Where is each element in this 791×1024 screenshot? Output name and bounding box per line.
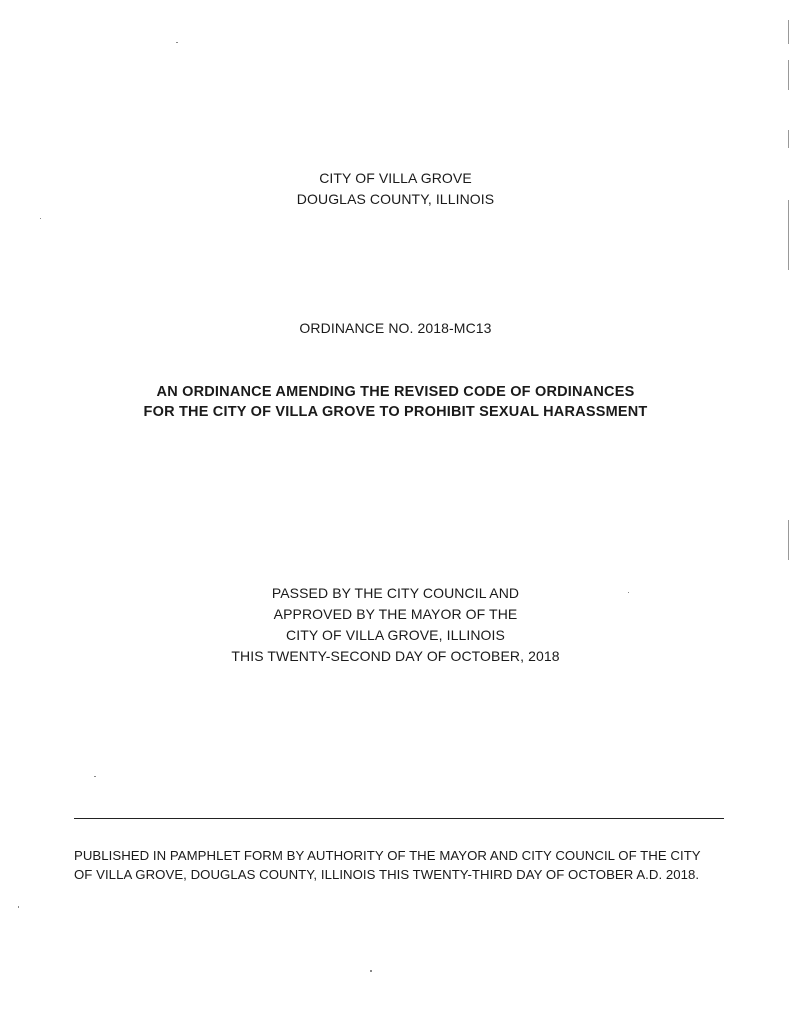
scan-edge-mark: [788, 130, 789, 148]
city-name: CITY OF VILLA GROVE: [319, 170, 472, 186]
scan-edge-mark: [788, 60, 789, 90]
publication-line-2: OF VILLA GROVE, DOUGLAS COUNTY, ILLINOIS THIS TWENTY-THIRD DAY OF OCTOBER A.D. 2018.: [74, 867, 700, 882]
passage-line-4: THIS TWENTY-SECOND DAY OF OCTOBER, 2018: [231, 648, 560, 664]
scan-speck: [94, 776, 96, 777]
scan-speck: [18, 906, 19, 908]
passage-line-3: CITY OF VILLA GROVE, ILLINOIS: [286, 627, 505, 643]
scan-speck: [370, 970, 372, 972]
scan-speck: [176, 42, 178, 43]
publication-line-1: PUBLISHED IN PAMPHLET FORM BY AUTHORITY OF THE MAYOR AND CITY COUNCIL OF THE CITY: [74, 848, 701, 863]
passage-line-1: PASSED BY THE CITY COUNCIL AND: [271, 585, 520, 601]
horizontal-divider: [74, 818, 724, 819]
scan-edge-mark: [788, 520, 789, 560]
scan-speck: [628, 592, 629, 593]
scan-edge-mark: [788, 20, 789, 44]
ordinance-title-line-2: FOR THE CITY OF VILLA GROVE TO PROHIBIT SEXUAL HARASSMENT: [143, 404, 648, 420]
scan-speck: [40, 218, 41, 219]
ordinance-title-line-1: AN ORDINANCE AMENDING THE REVISED CODE OF ORDINANCES: [156, 384, 635, 400]
passage-line-2: APPROVED BY THE MAYOR OF THE: [273, 606, 518, 622]
ordinance-number: ORDINANCE NO. 2018-MC13: [299, 320, 492, 336]
scan-edge-mark: [788, 200, 789, 270]
county-name: DOUGLAS COUNTY, ILLINOIS: [296, 191, 495, 207]
